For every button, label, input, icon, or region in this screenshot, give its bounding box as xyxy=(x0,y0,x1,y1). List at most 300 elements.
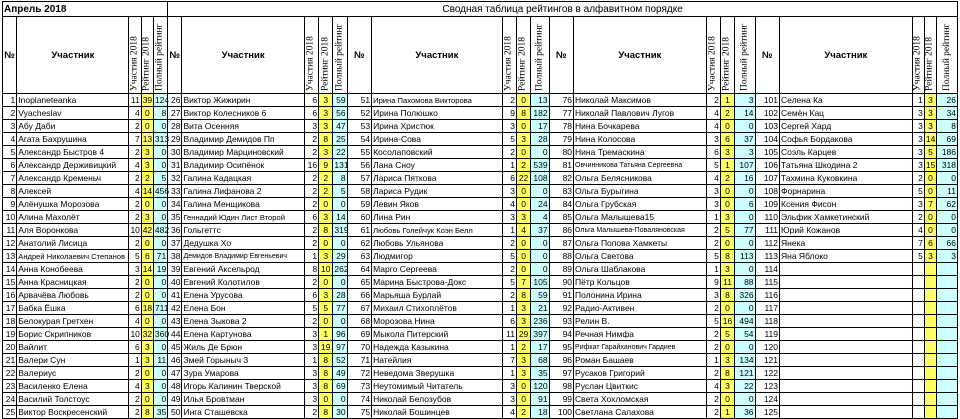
row-number: 18 xyxy=(3,315,17,328)
row-number: 89 xyxy=(549,263,573,276)
row-number: 85 xyxy=(549,211,573,224)
rating-value: 8 xyxy=(319,133,333,146)
participation-count: 4 xyxy=(706,380,720,393)
table-row xyxy=(3,237,958,250)
row-number: 48 xyxy=(168,380,182,393)
participant-name: Алина Махолёт xyxy=(17,211,129,224)
row-number: 95 xyxy=(549,341,573,354)
participation-count: 2 xyxy=(129,237,141,250)
rating-value: 16 xyxy=(720,315,734,328)
rating-value: 22 xyxy=(516,172,530,185)
row-number: 109 xyxy=(755,198,779,211)
table-row xyxy=(3,224,958,237)
participant-header: Участник xyxy=(780,17,913,94)
rating-value: 3 xyxy=(319,120,333,133)
participation-count: 2 xyxy=(304,133,318,146)
full-rating-value: 3 xyxy=(735,94,755,107)
row-number: 124 xyxy=(755,393,779,406)
participation-count: 3 xyxy=(912,198,924,211)
participant-name: Марьяша Бурлай xyxy=(372,289,503,302)
full-rating-value: 8 xyxy=(333,172,347,185)
rating-value: 1 xyxy=(319,328,333,341)
participant-name: Елена Урусова xyxy=(182,289,304,302)
full-rating-value: 0 xyxy=(153,341,167,354)
row-number: 58 xyxy=(347,185,371,198)
full-rating-value: 21 xyxy=(531,302,549,315)
full-rating-value: 397 xyxy=(531,328,549,341)
rating-value: 0 xyxy=(720,341,734,354)
full-rating-value: 5 xyxy=(333,185,347,198)
full-rating-value: 326 xyxy=(735,289,755,302)
row-number: 41 xyxy=(168,289,182,302)
rating-header: Рейтинг 2018 xyxy=(516,17,530,94)
full-rating-value: 313 xyxy=(154,133,170,144)
participation-count: 2 xyxy=(304,146,318,159)
participation-count: 5 xyxy=(502,250,516,263)
rating-value: 3 xyxy=(924,94,936,107)
participant-name: Рифкат Гарайханович Гардиев xyxy=(574,341,707,354)
participation-count: 2 xyxy=(129,146,141,159)
table-row xyxy=(3,185,958,198)
row-number: 53 xyxy=(347,120,371,133)
full-rating-value: 69 xyxy=(333,380,347,393)
participant-name: Лариса Рудик xyxy=(372,185,503,198)
participant-name: Дедушка Хо xyxy=(182,237,304,250)
participant-name: Евгений Колотилов xyxy=(182,276,304,289)
rating-value: 6 xyxy=(141,250,153,263)
participant-name: Лариса Пяткова xyxy=(372,172,503,185)
participant-name: Русаков Григорий xyxy=(574,367,707,380)
rating-value: 0 xyxy=(141,120,153,133)
participant-name: Алексей xyxy=(17,185,129,198)
participation-count: 3 xyxy=(502,393,516,406)
rating-value: 2 xyxy=(516,341,530,354)
rating-value: 2 xyxy=(141,172,153,185)
full-rating-value: 8 xyxy=(153,107,167,120)
participant-header: Участник xyxy=(372,17,503,94)
participation-count: 3 xyxy=(129,263,141,276)
row-number: 69 xyxy=(347,328,371,341)
participant-name: Анна Красницкая xyxy=(17,276,129,289)
full-rating-value: 11 xyxy=(153,354,167,367)
full-rating-value: 0 xyxy=(153,380,167,393)
participation-count: 6 xyxy=(304,211,318,224)
row-number: 103 xyxy=(755,120,779,133)
row-number: 80 xyxy=(549,146,573,159)
table-row xyxy=(3,367,958,380)
row-number: 68 xyxy=(347,315,371,328)
participant-name: Виктор Воскресенский xyxy=(17,406,129,419)
row-number: 2 xyxy=(3,107,17,120)
row-number: 3 xyxy=(3,120,17,133)
full-rating-value: 0 xyxy=(153,315,167,328)
participation-count: 2 xyxy=(912,172,924,185)
num-header: № xyxy=(755,17,779,94)
participant-name: Нина Колосова xyxy=(574,133,707,146)
row-number: 51 xyxy=(347,94,371,107)
rating-value: 3 xyxy=(141,380,153,393)
rating-value: 0 xyxy=(319,276,333,289)
participant-name xyxy=(780,341,913,354)
rating-value xyxy=(924,341,936,354)
row-number: 72 xyxy=(347,367,371,380)
rating-value: 0 xyxy=(516,380,530,393)
participant-name xyxy=(780,289,913,302)
row-number: 79 xyxy=(549,133,573,146)
rating-value: 14 xyxy=(142,263,153,274)
rating-value: 8 xyxy=(516,289,530,302)
rating-value: 1 xyxy=(720,94,734,107)
table-title: Сводная таблица рейтингов в алфавитном порядке xyxy=(168,2,958,17)
row-number: 28 xyxy=(168,120,182,133)
participation-count: 2 xyxy=(129,393,141,406)
full-rating-value: 77 xyxy=(333,302,347,315)
full-rating-value: 0 xyxy=(735,211,755,224)
participation-count: 2 xyxy=(706,367,720,380)
table-row xyxy=(3,263,958,276)
participant-name: Николай Павлович Лугов xyxy=(574,107,707,120)
participant-name: Елена Картунова xyxy=(182,328,304,341)
num-header: № xyxy=(168,17,182,94)
full-rating-value: 11 xyxy=(937,185,958,198)
row-number: 33 xyxy=(168,185,182,198)
full-rating-value: 318 xyxy=(937,159,958,172)
participant-name: Пётр Кольцов xyxy=(574,276,707,289)
table-row xyxy=(3,133,958,146)
full-rating-value: 186 xyxy=(937,146,958,159)
month-label: Апрель 2018 xyxy=(3,2,168,17)
participant-name: Морозова Нина xyxy=(372,315,503,328)
full-rating-value: 494 xyxy=(735,315,755,328)
participation-count: 10 xyxy=(130,328,140,339)
rating-value: 0 xyxy=(319,393,333,406)
full-rating-value: 96 xyxy=(333,328,347,341)
participant-name: Неутомимый Читатель xyxy=(372,380,503,393)
participation-count: 4 xyxy=(706,107,720,120)
full-rating-value: 0 xyxy=(531,250,549,263)
rating-value: 19 xyxy=(319,341,333,354)
row-number: 65 xyxy=(347,276,371,289)
participation-count xyxy=(912,263,924,276)
full-rating-value: 0 xyxy=(333,198,347,211)
full-rating-value: 3 xyxy=(937,250,958,263)
participation-count: 2 xyxy=(912,211,924,224)
participant-name: Селена Ка xyxy=(780,94,913,107)
rating-value: 0 xyxy=(516,185,530,198)
row-number: 57 xyxy=(347,172,371,185)
participation-count xyxy=(912,393,924,406)
participant-name: Геннадий Юдин Лист Второй xyxy=(182,211,304,224)
full-rating-value xyxy=(937,315,958,328)
participation-count: 6 xyxy=(304,107,318,120)
row-number: 113 xyxy=(755,250,779,263)
participant-name: Марина Быстрова-Докс xyxy=(372,276,503,289)
rating-header: Рейтинг 2018 xyxy=(141,17,153,94)
full-rating-value: 37 xyxy=(531,224,549,237)
num-header: № xyxy=(3,17,17,94)
rating-value xyxy=(924,276,936,289)
participant-name: Николай Максимов xyxy=(574,94,707,107)
row-number: 114 xyxy=(755,263,779,276)
participant-name: Тахмина Куковкина xyxy=(780,172,913,185)
full-rating-value xyxy=(937,367,958,380)
row-number: 73 xyxy=(347,380,371,393)
full-rating-value xyxy=(937,302,958,315)
full-rating-value: 131 xyxy=(334,159,349,170)
participation-count: 6 xyxy=(706,146,720,159)
full-rating-value: 0 xyxy=(153,367,167,380)
row-number: 54 xyxy=(347,133,371,146)
rating-value xyxy=(924,393,936,406)
rating-value: 3 xyxy=(319,211,333,224)
full-rating-value: 5 xyxy=(153,172,167,185)
participation-count: 2 xyxy=(502,94,516,107)
rating-value: 29 xyxy=(516,328,530,341)
row-number: 52 xyxy=(347,107,371,120)
participation-count: 4 xyxy=(706,120,720,133)
rating-value xyxy=(924,289,936,302)
participation-count xyxy=(912,276,924,289)
participation-count: 2 xyxy=(129,172,141,185)
row-number: 44 xyxy=(168,328,182,341)
row-number: 23 xyxy=(3,380,17,393)
full-rating-value: 56 xyxy=(333,107,347,120)
full-rating-value: 49 xyxy=(333,367,347,380)
row-number: 106 xyxy=(755,159,779,172)
rating-value: 0 xyxy=(720,302,734,315)
participant-name: Арвачёва Любовь xyxy=(17,289,129,302)
participation-count: 2 xyxy=(304,315,318,328)
participant-name: Андрей Николаевич Степанов xyxy=(17,250,129,263)
participant-name xyxy=(780,354,913,367)
full-rating-header: Полный рейтинг xyxy=(531,17,549,94)
participant-name: Борис Скрипников xyxy=(17,328,129,341)
rating-value xyxy=(924,380,936,393)
participant-name: Инга Сташевска xyxy=(182,406,304,419)
full-rating-value: 22 xyxy=(735,380,755,393)
row-number: 9 xyxy=(3,198,17,211)
row-number: 77 xyxy=(549,107,573,120)
rating-value: 3 xyxy=(516,354,530,367)
rating-value: 0 xyxy=(720,198,734,211)
participant-name: Полонина Ирина xyxy=(574,289,707,302)
participation-count: 9 xyxy=(706,276,720,289)
participation-count: 1 xyxy=(502,367,516,380)
rating-value: 8 xyxy=(319,224,333,237)
rating-value: 8 xyxy=(319,354,333,367)
full-rating-value: 30 xyxy=(333,406,347,419)
participant-name: Илья Бровтман xyxy=(182,393,304,406)
participation-count: 3 xyxy=(912,107,924,120)
row-number: 32 xyxy=(168,172,182,185)
row-number: 37 xyxy=(168,237,182,250)
row-number: 7 xyxy=(3,172,17,185)
participation-count: 3 xyxy=(502,120,516,133)
participant-name: Руслан Цвиткис xyxy=(574,380,707,393)
full-rating-value: 0 xyxy=(735,263,755,276)
table-row xyxy=(3,354,958,367)
participant-name: Лина Рин xyxy=(372,211,503,224)
full-rating-value: 14 xyxy=(735,107,755,120)
participation-count: 4 xyxy=(706,172,720,185)
row-number: 117 xyxy=(755,302,779,315)
row-number: 102 xyxy=(755,107,779,120)
participant-name: Яна Яблоко xyxy=(780,250,913,263)
full-rating-value: 0 xyxy=(735,185,755,198)
rating-value: 3 xyxy=(141,146,153,159)
participation-count: 6 xyxy=(129,341,141,354)
row-number: 87 xyxy=(549,237,573,250)
full-rating-value: 482 xyxy=(154,224,170,235)
table-row xyxy=(3,276,958,289)
row-number: 19 xyxy=(3,328,17,341)
table-row xyxy=(3,380,958,393)
rating-value: 0 xyxy=(141,107,153,120)
participation-count: 2 xyxy=(304,172,318,185)
full-rating-value: 0 xyxy=(735,341,755,354)
rating-value: 3 xyxy=(720,354,734,367)
participant-name: Галина Менщикова xyxy=(182,198,304,211)
row-number: 71 xyxy=(347,354,371,367)
rating-header: Рейтинг 2018 xyxy=(319,17,333,94)
participation-count: 2 xyxy=(502,289,516,302)
row-number: 26 xyxy=(168,94,182,107)
row-number: 110 xyxy=(755,211,779,224)
rating-value: 2 xyxy=(516,406,530,419)
participation-count: 3 xyxy=(706,289,720,302)
participant-name: Овчинникова Татьяна Сергеевна xyxy=(574,159,707,172)
rating-value: 6 xyxy=(924,237,936,250)
participant-name: Николай Бошинцев xyxy=(372,406,503,419)
rating-value: 8 xyxy=(319,406,333,419)
full-rating-value: 262 xyxy=(334,263,349,274)
row-number: 6 xyxy=(3,159,17,172)
participant-name: Галина Кадацкая xyxy=(182,172,304,185)
row-number: 112 xyxy=(755,237,779,250)
rating-value: 8 xyxy=(720,367,734,380)
rating-value: 2 xyxy=(516,159,530,172)
full-rating-value: 69 xyxy=(937,133,958,146)
row-number: 39 xyxy=(168,263,182,276)
row-number: 115 xyxy=(755,276,779,289)
participation-header: Участия 2018 xyxy=(304,17,318,94)
row-number: 105 xyxy=(755,146,779,159)
participant-name: Янека xyxy=(780,237,913,250)
row-number: 36 xyxy=(168,224,182,237)
table-row xyxy=(3,406,958,419)
participation-count: 3 xyxy=(912,120,924,133)
row-number: 34 xyxy=(168,198,182,211)
rating-value: 10 xyxy=(319,263,333,276)
participant-name: Любовь Голейчук Коэн Белл xyxy=(372,224,503,237)
full-rating-value: 4 xyxy=(531,211,549,224)
row-number: 42 xyxy=(168,302,182,315)
full-rating-value: 121 xyxy=(735,367,755,380)
participation-count: 2 xyxy=(706,406,720,419)
row-number: 74 xyxy=(347,393,371,406)
full-rating-value: 17 xyxy=(531,341,549,354)
row-number: 96 xyxy=(549,354,573,367)
full-rating-value xyxy=(937,276,958,289)
rating-value: 0 xyxy=(141,315,153,328)
participant-name: Нина Бочкарева xyxy=(574,120,707,133)
participation-count: 2 xyxy=(304,198,318,211)
participant-name: Неведома Зверушка xyxy=(372,367,503,380)
rating-value xyxy=(924,354,936,367)
participant-name: Inoplaneteanka xyxy=(17,94,129,107)
participation-count: 7 xyxy=(129,133,141,146)
full-rating-value: 105 xyxy=(531,276,549,289)
full-rating-value xyxy=(937,263,958,276)
table-row xyxy=(3,250,958,263)
full-rating-value: 0 xyxy=(333,393,347,406)
participant-name xyxy=(780,406,913,419)
ratings-table xyxy=(2,1,958,419)
rating-value: 6 xyxy=(720,133,734,146)
row-number: 93 xyxy=(549,315,573,328)
full-rating-value: 54 xyxy=(735,328,755,341)
full-rating-value: 59 xyxy=(531,289,549,302)
participation-count: 11 xyxy=(502,328,516,341)
rating-value: 3 xyxy=(924,107,936,120)
participation-count: 3 xyxy=(912,159,924,172)
participation-count: 3 xyxy=(304,328,318,341)
rating-value: 18 xyxy=(142,302,153,313)
participation-count: 11 xyxy=(130,94,140,105)
participant-name: Косолаповский xyxy=(372,146,503,159)
participation-count: 6 xyxy=(129,302,141,315)
full-rating-value: 0 xyxy=(531,146,549,159)
participant-name: Сергей Хард xyxy=(780,120,913,133)
participant-name: Ольга Попова Хамкеты xyxy=(574,237,707,250)
table-row xyxy=(3,328,958,341)
full-rating-value: 36 xyxy=(735,406,755,419)
participation-count xyxy=(912,380,924,393)
row-number: 60 xyxy=(347,211,371,224)
row-number: 88 xyxy=(549,250,573,263)
full-rating-value: 91 xyxy=(531,393,549,406)
row-number: 56 xyxy=(347,159,371,172)
participant-name: Ольга Светова xyxy=(574,250,707,263)
full-rating-value: 124 xyxy=(154,94,170,105)
participation-count: 2 xyxy=(706,224,720,237)
participant-name: Людмигор xyxy=(372,250,503,263)
rating-value xyxy=(924,367,936,380)
participant-name: Левин Яков xyxy=(372,198,503,211)
row-number: 14 xyxy=(3,263,17,276)
rating-value: 0 xyxy=(516,120,530,133)
table-row xyxy=(3,146,958,159)
participant-name: Алёнушка Морозова xyxy=(17,198,129,211)
table-row xyxy=(3,120,958,133)
rating-value: 3 xyxy=(516,302,530,315)
rating-value: 0 xyxy=(141,237,153,250)
full-rating-value: 97 xyxy=(333,341,347,354)
participant-name: Анна Конобеева xyxy=(17,263,129,276)
participant-name: Михаил Стихоплётов xyxy=(372,302,503,315)
participation-count: 3 xyxy=(912,133,924,146)
rating-value: 3 xyxy=(141,211,153,224)
participation-count: 10 xyxy=(130,224,140,235)
row-number: 120 xyxy=(755,341,779,354)
full-rating-value: 236 xyxy=(531,315,549,328)
rating-value xyxy=(924,328,936,341)
row-number: 15 xyxy=(3,276,17,289)
full-rating-value: 360 xyxy=(154,328,170,339)
participation-count xyxy=(912,315,924,328)
rating-value: 0 xyxy=(720,393,734,406)
full-rating-value: 17 xyxy=(531,120,549,133)
